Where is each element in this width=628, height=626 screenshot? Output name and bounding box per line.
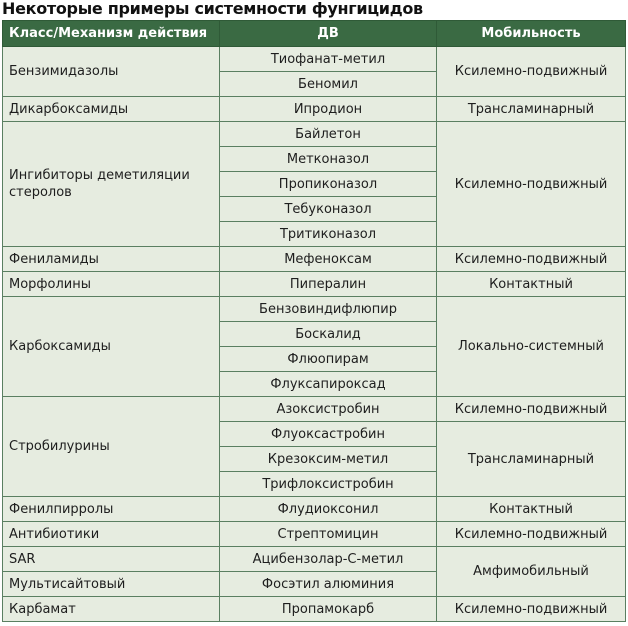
table-row bbox=[3, 247, 626, 272]
dv-cell: Пропиконазол bbox=[220, 172, 437, 197]
dv-cell: Фосэтил алюминия bbox=[220, 572, 437, 597]
dv-cell: Метконазол bbox=[220, 147, 437, 172]
mobility-cell: Трансламинарный bbox=[437, 422, 626, 497]
class-cell: Ингибиторы деметиляции стеролов bbox=[3, 122, 220, 247]
dv-cell: Флудиоксонил bbox=[220, 497, 437, 522]
mobility-cell: Контактный bbox=[437, 497, 626, 522]
dv-cell: Флуоксастробин bbox=[220, 422, 437, 447]
table-row bbox=[3, 47, 626, 72]
class-cell: Карбоксамиды bbox=[3, 297, 220, 397]
dv-cell: Пипералин bbox=[220, 272, 437, 297]
table-row bbox=[3, 522, 626, 547]
class-cell: Дикарбоксамиды bbox=[3, 97, 220, 122]
mobility-cell: Ксилемно-подвижный bbox=[437, 397, 626, 422]
class-cell: SAR bbox=[3, 547, 220, 572]
dv-cell: Ипродион bbox=[220, 97, 437, 122]
dv-cell: Тритиконазол bbox=[220, 222, 437, 247]
class-cell: Фениламиды bbox=[3, 247, 220, 272]
dv-cell: Тебуконазол bbox=[220, 197, 437, 222]
mobility-cell: Ксилемно-подвижный bbox=[437, 122, 626, 247]
table-row bbox=[3, 97, 626, 122]
mobility-cell: Ксилемно-подвижный bbox=[437, 47, 626, 97]
dv-cell: Бензовиндифлюпир bbox=[220, 297, 437, 322]
page-title: Некоторые примеры системности фунгицидов bbox=[2, 0, 423, 18]
table-header-row bbox=[3, 21, 626, 47]
mobility-cell: Ксилемно-подвижный bbox=[437, 522, 626, 547]
table-row bbox=[3, 397, 626, 422]
table-row bbox=[3, 297, 626, 322]
header-mobility: Мобильность bbox=[437, 21, 626, 47]
table-row bbox=[3, 122, 626, 147]
class-cell: Стробилурины bbox=[3, 397, 220, 497]
mobility-cell: Трансламинарный bbox=[437, 97, 626, 122]
dv-cell: Крезоксим-метил bbox=[220, 447, 437, 472]
dv-cell: Боскалид bbox=[220, 322, 437, 347]
dv-cell: Стрептомицин bbox=[220, 522, 437, 547]
dv-cell: Флюопирам bbox=[220, 347, 437, 372]
class-cell: Мультисайтовый bbox=[3, 572, 220, 597]
class-cell: Фенилпирролы bbox=[3, 497, 220, 522]
class-cell: Карбамат bbox=[3, 597, 220, 622]
class-cell: Антибиотики bbox=[3, 522, 220, 547]
dv-cell: Байлетон bbox=[220, 122, 437, 147]
dv-cell: Трифлоксистробин bbox=[220, 472, 437, 497]
header-dv: ДВ bbox=[220, 21, 437, 47]
dv-cell: Мефеноксам bbox=[220, 247, 437, 272]
fungicide-systemicity-table bbox=[2, 20, 626, 622]
table-row bbox=[3, 547, 626, 572]
mobility-cell: Ксилемно-подвижный bbox=[437, 247, 626, 272]
dv-cell: Флуксапироксад bbox=[220, 372, 437, 397]
dv-cell: Ацибензолар-С-метил bbox=[220, 547, 437, 572]
class-cell: Морфолины bbox=[3, 272, 220, 297]
table-row bbox=[3, 497, 626, 522]
dv-cell: Пропамокарб bbox=[220, 597, 437, 622]
class-cell: Бензимидазолы bbox=[3, 47, 220, 97]
dv-cell: Азоксистробин bbox=[220, 397, 437, 422]
mobility-cell: Контактный bbox=[437, 272, 626, 297]
mobility-cell: Амфимобильный bbox=[437, 547, 626, 597]
table-row bbox=[3, 597, 626, 622]
table-row bbox=[3, 272, 626, 297]
header-class: Класс/Механизм действия bbox=[3, 21, 220, 47]
mobility-cell: Локально-системный bbox=[437, 297, 626, 397]
dv-cell: Беномил bbox=[220, 72, 437, 97]
dv-cell: Тиофанат-метил bbox=[220, 47, 437, 72]
mobility-cell: Ксилемно-подвижный bbox=[437, 597, 626, 622]
